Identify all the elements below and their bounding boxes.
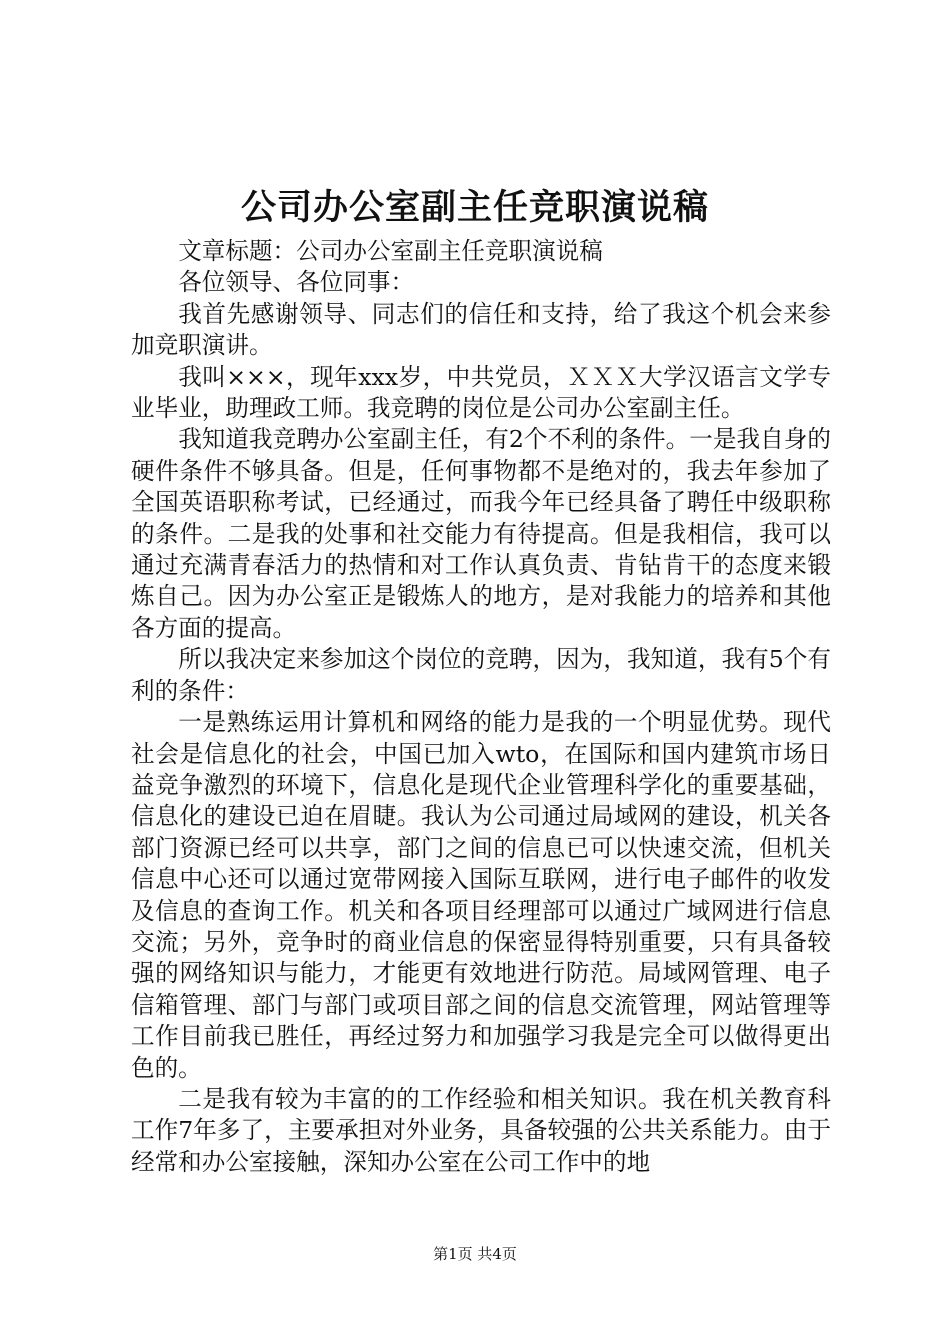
- document-body: [131, 236, 831, 1178]
- page-number: 第1页 共4页: [433, 1245, 517, 1263]
- paragraph-disadvantages: 我知道我竞聘办公室副主任，有2个不利的条件。一是我自身的硬件条件不够具备。但是，任何事物都不是绝对的，我去年参加了全国英语职称考试，已经通过，而我今年已经具备了聘任中级职称的条件。二是我的处事和社交能力有待提高。但是我相信，我可以通过充满青春活力的热情和对工作认真负责、肯钻肯干的态度来锻炼自己。因为办公室正是锻炼人的地方，是对我能力的培养和其他各方面的提高。: [131, 425, 831, 642]
- paragraph-article-title: 文章标题：公司办公室副主任竞职演说稿: [178, 237, 603, 265]
- paragraph-salutation: 各位领导、各位同事：: [178, 268, 415, 297]
- paragraph-advantage-one: 一是熟练运用计算机和网络的能力是我的一个明显优势。现代社会是信息化的社会，中国已加入wto，在国际和国内建筑市场日益竞争激烈的环境下，信息化是现代企业管理科学化的重要基础，信息化的建设已迫在眉睫。我认为公司通过局域网的建设，机关各部门资源已经可以共享，部门之间的信息已可以快速交流，但机关信息中心还可以通过宽带网接入国际互联网，进行电子邮件的收发及信息的查询工作。机关和各项目经理部可以通过广域网进行信息交流；另外，竞争时的商业信息的保密显得特别重要，只有具备较强的网络知识与能力，才能更有效地进行防范。局域网管理、电子信箱管理、部门与部门或项目部之间的信息交流管理，网站管理等工作目前我已胜任，再经过努力和加强学习我是完全可以做得更出色的。: [131, 708, 831, 1082]
- paragraph-advantages-intro: 所以我决定来参加这个岗位的竞聘，因为，我知道，我有5个有利的条件：: [131, 645, 831, 705]
- document-title: 公司办公室副主任竞职演说稿: [240, 187, 709, 228]
- paragraph-introduction: 我叫×××，现年xxx岁，中共党员，ＸＸＸ大学汉语言文学专业毕业，助理政工师。我竞聘的岗位是公司办公室副主任。: [131, 362, 831, 423]
- paragraph-thanks: 我首先感谢领导、同志们的信任和支持，给了我这个机会来参加竞职演讲。: [131, 299, 831, 360]
- paragraph-advantage-two: 二是我有较为丰富的的工作经验和相关知识。我在机关教育科工作7年多了，主要承担对外业务，具备较强的公共关系能力。由于经常和办公室接触，深知办公室在公司工作中的地: [131, 1084, 831, 1176]
